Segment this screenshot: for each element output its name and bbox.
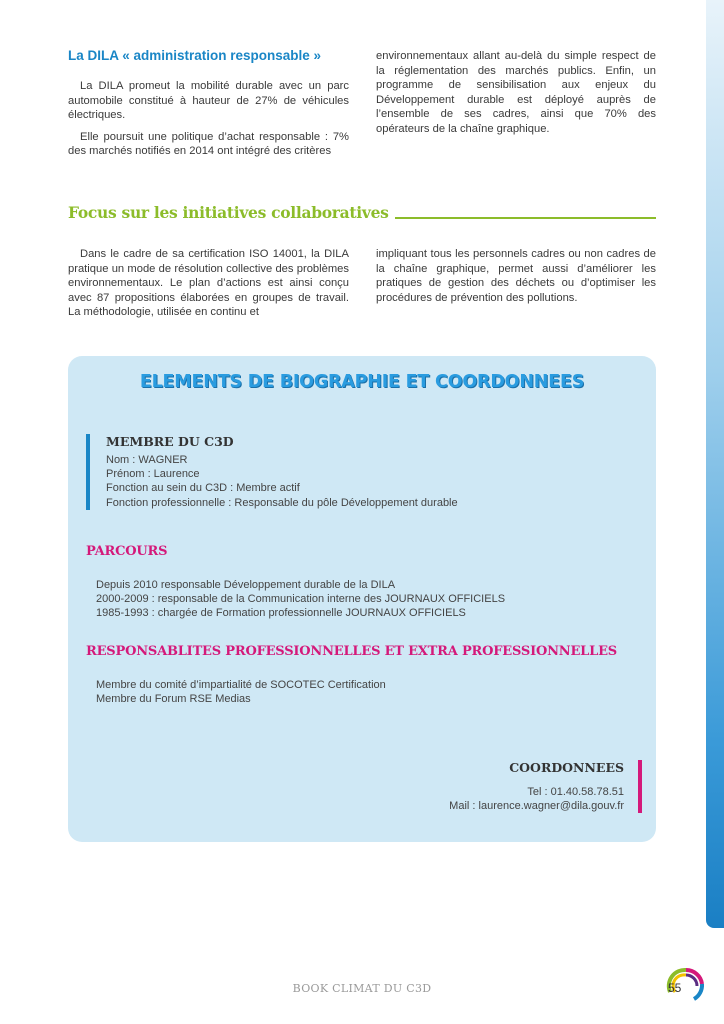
member-heading: MEMBRE DU C3D bbox=[106, 434, 234, 449]
focus-right-column bbox=[376, 247, 656, 312]
dila-left-column bbox=[68, 79, 349, 166]
focus-left-column bbox=[68, 247, 349, 327]
member-name: Nom : WAGNER bbox=[106, 454, 188, 466]
page-number: 55 bbox=[668, 981, 682, 995]
responsibility-item: Membre du comité d’impartialité de SOCOTEC Certification bbox=[96, 679, 386, 691]
focus-heading-rule bbox=[395, 217, 656, 219]
dila-paragraph-1: La DILA promeut la mobilité durable avec un parc automobile constitué à hauteur de 27% de véhicules électriques. bbox=[68, 80, 349, 122]
dila-heading: La DILA « administration responsable » bbox=[68, 48, 322, 63]
member-job: Fonction professionnelle : Responsable du pôle Développement durable bbox=[106, 496, 458, 509]
dila-paragraph-3: environnementaux allant au-delà du simple respect de la réglementation des marchés publics. Enfin, un programme de sensibilisation aux enjeux du Développement durable est déployé auprès de l’ensemble de ses cadres, ainsi que 70% des opérateurs de la chaîne graphique. bbox=[376, 50, 656, 135]
responsibilities-list bbox=[96, 678, 386, 706]
focus-heading: Focus sur les initiatives collaboratives bbox=[68, 203, 389, 222]
responsibilities-heading: RESPONSABLITES PROFESSIONNELLES ET EXTRA PROFESSIONNELLES bbox=[86, 644, 617, 659]
parcours-item: Depuis 2010 responsable Développement durable de la DILA bbox=[96, 579, 396, 591]
parcours-item: 1985-1993 : chargée de Formation professionnelle JOURNAUX OFFICIELS bbox=[96, 607, 466, 620]
contact-heading: COORDONNEES bbox=[509, 760, 624, 775]
biography-title: ELEMENTS DE BIOGRAPHIE ET COORDONNEES bbox=[139, 372, 585, 392]
member-section bbox=[86, 434, 458, 510]
contact-email: Mail : laurence.wagner@dila.gouv.fr bbox=[449, 800, 624, 813]
responsibility-item: Membre du Forum RSE Medias bbox=[96, 693, 251, 706]
parcours-heading: PARCOURS bbox=[86, 544, 168, 559]
dila-paragraph-2: Elle poursuit une politique d’achat responsable : 7% des marchés notifiés en 2014 ont intégré des critères bbox=[68, 130, 349, 158]
dila-right-column bbox=[376, 49, 656, 144]
focus-heading-row bbox=[68, 203, 656, 222]
member-c3d-role: Fonction au sein du C3D : Membre actif bbox=[106, 482, 300, 495]
parcours-item: 2000-2009 : responsable de la Communication interne des JOURNAUX OFFICIELS bbox=[96, 593, 506, 606]
member-firstname: Prénom : Laurence bbox=[106, 468, 200, 481]
footer-book-title: BOOK CLIMAT DU C3D bbox=[292, 982, 432, 995]
parcours-list bbox=[96, 578, 505, 621]
side-accent-bar bbox=[706, 0, 724, 928]
focus-paragraph-2: impliquant tous les personnels cadres ou non cadres de la chaîne graphique, permet aussi d’améliorer les pratiques de gestion des déchets ou d’optimiser les procédures de prévention des pollutions. bbox=[376, 248, 656, 304]
contact-section bbox=[449, 760, 642, 813]
contact-phone: Tel : 01.40.58.78.51 bbox=[527, 786, 624, 798]
focus-paragraph-1: Dans le cadre de sa certification ISO 14001, la DILA pratique un mode de résolution collective des problèmes environnementaux. Le plan d’actions est ainsi conçu avec 87 propositions élaborées en groupes de travail. La méthodologie, utilisée en continu et bbox=[68, 248, 349, 319]
biography-box bbox=[68, 356, 656, 842]
